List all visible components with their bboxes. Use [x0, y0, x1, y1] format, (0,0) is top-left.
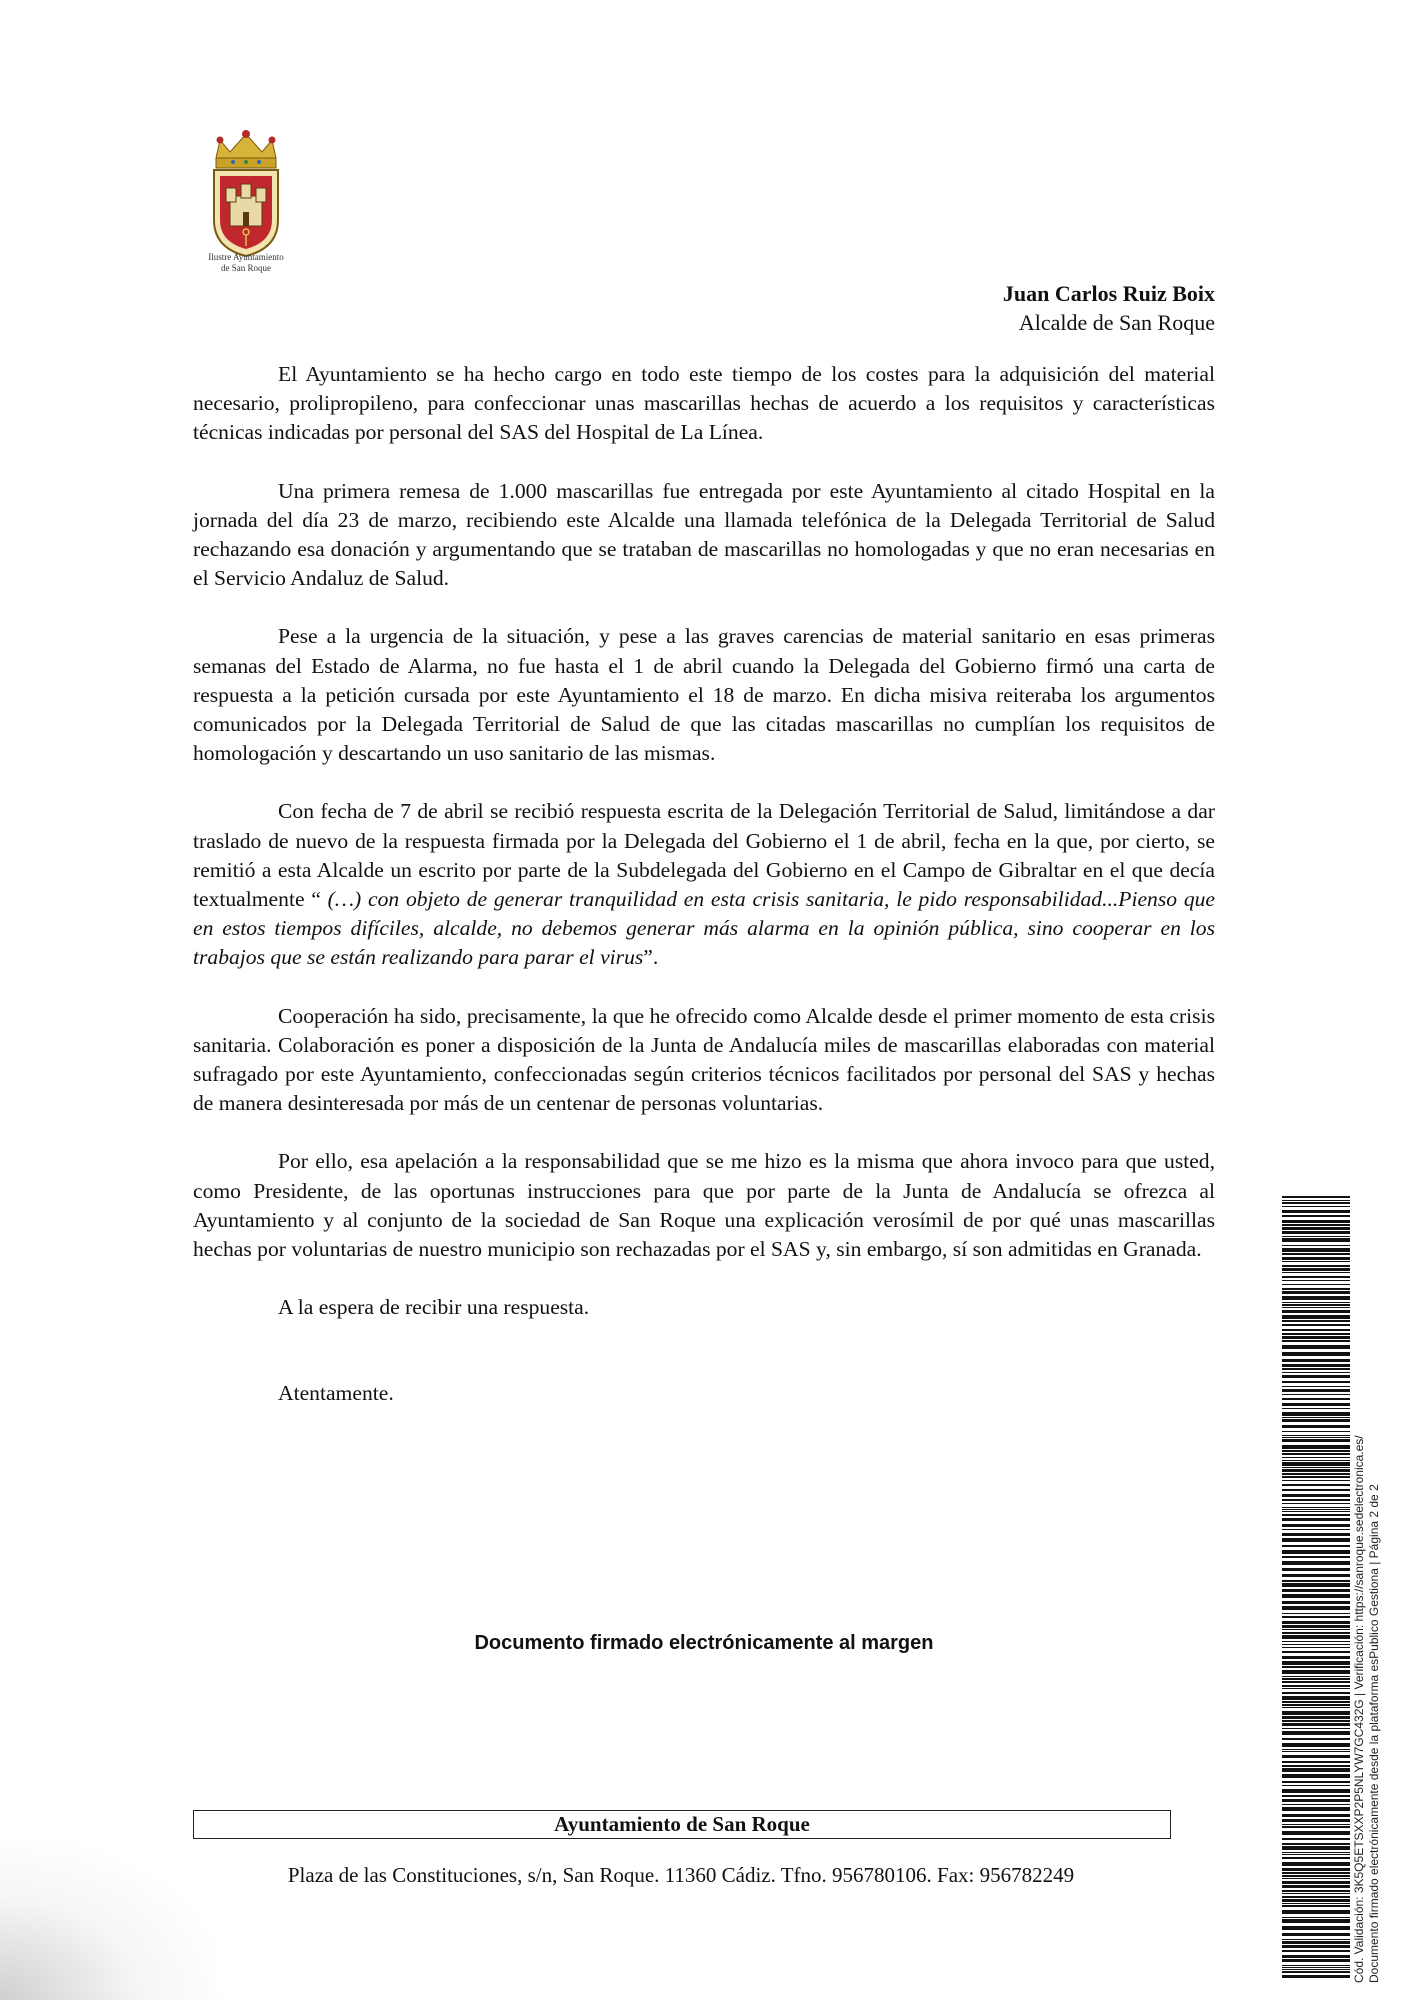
barcode-bar [1282, 1692, 1350, 1694]
barcode-bar [1282, 1872, 1350, 1874]
barcode-bar [1282, 1670, 1350, 1674]
barcode-bar [1282, 1368, 1350, 1370]
barcode-bar [1282, 1202, 1350, 1204]
barcode-bar [1282, 1359, 1350, 1362]
barcode-bar [1282, 1268, 1350, 1271]
barcode-bar [1282, 1296, 1350, 1300]
barcode-bar [1282, 1781, 1350, 1783]
barcode-bar [1282, 1755, 1350, 1758]
barcode-bar [1282, 1749, 1350, 1750]
barcode-bar [1282, 1261, 1350, 1262]
barcode-bar [1282, 1896, 1350, 1898]
barcode-bar [1282, 1556, 1350, 1558]
barcode-bar [1282, 1890, 1350, 1892]
barcode-bar [1282, 1340, 1350, 1342]
barcode-bar [1282, 1701, 1350, 1703]
barcode-bar [1282, 1583, 1350, 1587]
barcode-bar [1282, 1696, 1350, 1700]
barcode-bar [1282, 1450, 1350, 1452]
barcode-bar [1282, 1743, 1350, 1747]
barcode-bar [1282, 1814, 1350, 1817]
barcode-bar [1282, 1381, 1350, 1383]
barcode-bar [1282, 1838, 1350, 1840]
barcode-bar [1282, 1862, 1350, 1866]
barcode-bar [1282, 1480, 1350, 1481]
barcode-bar [1282, 1580, 1350, 1582]
barcode-bar [1282, 1425, 1350, 1428]
barcode-bar [1282, 1310, 1350, 1313]
barcode-bar [1282, 1666, 1350, 1668]
barcode-bar [1282, 1826, 1350, 1828]
barcode-bar [1282, 1574, 1350, 1577]
barcode-bar [1282, 1489, 1350, 1491]
barcode-bar [1282, 1731, 1350, 1735]
barcode-bar [1282, 1765, 1350, 1767]
barcode-bar [1282, 1336, 1350, 1339]
barcode-bar [1282, 1484, 1350, 1486]
barcode-bar [1282, 1272, 1350, 1273]
barcode-bar [1282, 1386, 1350, 1387]
barcode-bar [1282, 1917, 1350, 1918]
paragraph-7: A la espera de recibir una respuesta. [278, 1295, 590, 1320]
barcode-bar [1282, 1606, 1350, 1610]
barcode-bar [1282, 1236, 1350, 1237]
barcode-bar [1282, 1926, 1350, 1930]
paragraph-5: Cooperación ha sido, precisamente, la que he ofrecido como Alcalde desde el primer momento de esta crisis sanitaria. Colaboración es poner a disposición de la Junta de Andalucía miles de mascarillas elaboradas con material sufragado por este Ayuntamiento, confeccionadas según criterios técnicos facilitados por personal del SAS y hechas de manera desinteresada por más de un centenar de personas voluntarias. [193, 1003, 1215, 1116]
barcode-bar [1282, 1795, 1350, 1797]
paragraph-4-end: ”. [643, 945, 659, 970]
barcode-bar [1282, 1644, 1350, 1645]
signer-name: Juan Carlos Ruiz Boix [1002, 281, 1215, 306]
signer-block [1003, 279, 1215, 337]
barcode-bar [1282, 1284, 1350, 1285]
barcode-bar [1282, 1315, 1350, 1319]
barcode-bar [1282, 1408, 1350, 1409]
paragraph-1: El Ayuntamiento se ha hecho cargo en todo este tiempo de los costes para la adquisición del material necesario, prolipropileno, para confeccionar unas mascarillas hechas de acuerdo a los requisitos y características técnicas indicadas por personal del SAS del Hospital de La Línea. [193, 362, 1215, 445]
barcode-bar [1282, 1959, 1350, 1962]
barcode-bar [1282, 1965, 1350, 1966]
barcode-bar [1282, 1723, 1350, 1726]
validation-line-2: Documento firmado electrónicamente desde la plataforma esPublico Gestiona | Página 2 de 2 [1367, 1484, 1381, 1983]
footer-organization: Ayuntamiento de San Roque [193, 1810, 1171, 1839]
barcode-bar [1282, 1807, 1350, 1811]
barcode-bar [1282, 1345, 1350, 1349]
barcode-bar [1282, 1529, 1350, 1530]
logo-caption [182, 252, 310, 274]
barcode-bar [1282, 1291, 1350, 1294]
barcode-bar [1282, 1437, 1350, 1438]
barcode-bar [1282, 1629, 1350, 1630]
barcode-bar [1282, 1843, 1350, 1845]
barcode-bar [1282, 1469, 1350, 1472]
barcode-bar [1282, 1681, 1350, 1683]
barcode-bar [1282, 1831, 1350, 1835]
barcode-bar [1282, 1494, 1350, 1497]
letter-body [193, 360, 1215, 1438]
barcode-bar [1282, 1533, 1350, 1536]
barcode-bar [1282, 1613, 1350, 1614]
barcode-bar [1282, 1206, 1350, 1207]
barcode-bar [1282, 1280, 1350, 1281]
barcode-bar [1282, 1950, 1350, 1952]
electronic-signature-note: Documento firmado electrónicamente al margen [474, 1632, 934, 1654]
barcode-bar [1282, 1419, 1350, 1422]
barcode-bar [1282, 1761, 1350, 1763]
barcode-bar [1282, 1257, 1350, 1260]
barcode-bar [1282, 1253, 1350, 1255]
validation-line-1: Cód. Validación: 3K5Q5ETSXXP2P5NLYW7GC432G | Verificación: https://sanroque.sedelectronica.es/ [1352, 1435, 1366, 1983]
barcode-bar [1282, 1785, 1350, 1786]
barcode-bar [1282, 1302, 1350, 1303]
barcode-bar [1282, 1238, 1350, 1242]
barcode-bar [1282, 1457, 1350, 1458]
barcode-bar [1282, 1881, 1350, 1884]
barcode-bar [1282, 1661, 1350, 1665]
barcode-bar [1282, 1969, 1350, 1970]
barcode-bar [1282, 1324, 1350, 1326]
paragraph-6: Por ello, esa apelación a la responsabilidad que se me hizo es la misma que ahora invoco para que usted, como Presidente, de las oportunas instrucciones para que por parte de la Junta de Andalucía se ofrezca al Ayuntamiento y al conjunto de la sociedad de San Roque una explicación verosímil de por qué unas mascarillas hechas por voluntarias de nuestro municipio son rechazadas por el SAS y, sin embargo, sí son admitidas en Granada. [193, 1149, 1215, 1262]
barcode-bar [1282, 1265, 1350, 1267]
barcode-bar [1282, 1955, 1350, 1958]
barcode-bar [1282, 1641, 1350, 1642]
barcode-bar [1282, 1819, 1350, 1822]
barcode-bar [1282, 1789, 1350, 1793]
barcode-bar [1282, 1685, 1350, 1687]
barcode-bar [1282, 1375, 1350, 1378]
barcode-bar [1282, 1352, 1350, 1356]
barcode-bar [1282, 1716, 1350, 1719]
barcode-bar [1282, 1503, 1350, 1504]
barcode-bar [1282, 1224, 1350, 1226]
barcode-bar [1282, 1550, 1350, 1554]
barcode-bar [1282, 1704, 1350, 1706]
barcode-bar [1282, 1231, 1350, 1234]
barcode-bar [1282, 1518, 1350, 1521]
barcode-bar [1282, 1460, 1350, 1461]
barcode-bar [1282, 1372, 1350, 1373]
barcode-bar [1282, 1215, 1350, 1217]
barcode-bar [1282, 1473, 1350, 1475]
barcode-bar [1282, 1417, 1350, 1418]
barcode-bar [1282, 1545, 1350, 1547]
barcode-bar [1282, 1941, 1350, 1944]
barcode-bar [1282, 1412, 1350, 1416]
barcode-bar [1282, 1364, 1350, 1367]
barcode-bar [1282, 1824, 1350, 1825]
barcode-bar [1282, 1768, 1350, 1772]
barcode-bar [1282, 1878, 1350, 1879]
barcode-bar [1282, 1799, 1350, 1802]
barcode-bar [1282, 1245, 1350, 1246]
barcode-bar [1282, 1868, 1350, 1871]
barcode-bar [1282, 1276, 1350, 1278]
barcode-bar [1282, 1507, 1350, 1508]
barcode-bar [1282, 1403, 1350, 1406]
barcode-bar [1282, 1632, 1350, 1634]
barcode-bar [1282, 1910, 1350, 1914]
barcode-bar [1282, 1854, 1350, 1855]
barcode-bar [1282, 1594, 1350, 1598]
barcode-bar [1282, 1439, 1350, 1442]
barcode-bar [1282, 1304, 1350, 1306]
barcode-bar [1282, 1568, 1350, 1571]
barcode-bar [1282, 1846, 1350, 1850]
barcode-bar [1282, 1227, 1350, 1230]
validation-barcode [1282, 1196, 1350, 1978]
barcode-bar [1282, 1200, 1350, 1201]
barcode-bar [1282, 1499, 1350, 1501]
barcode-bar [1282, 1625, 1350, 1628]
barcode-bar [1282, 1774, 1350, 1778]
barcode-bar [1282, 1248, 1350, 1252]
scan-shadow [0, 1840, 220, 2000]
barcode-bar [1282, 1635, 1350, 1639]
paragraph-3: Pese a la urgencia de la situación, y pese a las graves carencias de material sanitario en esas primeras semanas del Estado de Alarma, no fue hasta el 1 de abril cuando la Delegada del Gobierno firmó una carta de respuesta a la petición cursada por este Ayuntamiento el 18 de marzo. En dicha misiva reiteraba los argumentos comunicados por la Delegada Territorial de Salud de que las citadas mascarillas no cumplían los requisitos de homologación y descartando un uso sanitario de las mismas. [193, 624, 1215, 766]
barcode-bar [1282, 1467, 1350, 1468]
barcode-bar [1282, 1647, 1350, 1648]
barcode-bar [1282, 1678, 1350, 1680]
barcode-bar [1282, 1333, 1350, 1335]
quoted-text: (…) con objeto de generar tranquilidad en esta crisis sanitaria, le pido responsabilidad...Pienso que en estos tiempos difíciles, alcalde, no debemos generar más alarma en la opinión pública, sino cooperar en los trabajos que se están realizando para parar el virus [193, 887, 1215, 970]
paragraph-4 [193, 797, 1215, 972]
barcode-bar [1282, 1561, 1350, 1565]
barcode-bar [1282, 1688, 1350, 1689]
barcode-bar [1282, 1398, 1350, 1400]
barcode-bar [1282, 1320, 1350, 1322]
barcode-bar [1282, 1933, 1350, 1936]
barcode-bar [1282, 1453, 1350, 1455]
barcode-bar [1282, 1616, 1350, 1618]
signer-title: Alcalde de San Roque [1018, 310, 1215, 335]
barcode-bar [1282, 1389, 1350, 1392]
logo-caption-line-2: de San Roque [221, 263, 271, 273]
barcode-bar [1282, 1903, 1350, 1904]
barcode-bar [1282, 1524, 1350, 1527]
validation-margin-text [1352, 1203, 1382, 1983]
barcode-bar [1282, 1857, 1350, 1859]
barcode-bar [1282, 1875, 1350, 1877]
barcode-bar [1282, 1288, 1350, 1290]
barcode-bar [1282, 1651, 1350, 1653]
barcode-bar [1282, 1919, 1350, 1923]
barcode-bar [1282, 1971, 1350, 1973]
barcode-bar [1282, 1462, 1350, 1466]
barcode-bar [1282, 1738, 1350, 1740]
logo-caption-line-1: Ilustre Ayuntamiento [208, 252, 284, 262]
barcode-bar [1282, 1220, 1350, 1223]
barcode-bar [1282, 1939, 1350, 1940]
barcode-bar [1282, 1656, 1350, 1659]
barcode-bar [1282, 1445, 1350, 1449]
barcode-bar [1282, 1307, 1350, 1308]
barcode-bar [1282, 1711, 1350, 1715]
barcode-bar [1282, 1509, 1350, 1510]
barcode-bar [1282, 1514, 1350, 1516]
barcode-bar [1282, 1728, 1350, 1729]
barcode-bar [1282, 1885, 1350, 1888]
barcode-bar [1282, 1967, 1350, 1968]
barcode-bar [1282, 1435, 1350, 1436]
paragraph-4-intro: Con fecha de 7 de abril se recibió respuesta escrita de la Delegación Territorial de Salud, limitándose a dar traslado de nuevo de la respuesta firmada por la Delegada del Gobierno el 1 de abril, fecha en la que, por cierto, se remitió a esta Alcalde un escrito por parte de la Subdelegada del Gobierno en el Campo de Gibraltar en el que decía textualmente “ [193, 799, 1215, 912]
barcode-bar [1282, 1945, 1350, 1948]
footer-address: Plaza de las Constituciones, s/n, San Roque. 11360 Cádiz. Tfno. 956780106. Fax: 956782249 [287, 1863, 1075, 1887]
barcode-bar [1282, 1975, 1350, 1978]
barcode-bar [1282, 1893, 1350, 1894]
barcode-bar [1282, 1804, 1350, 1805]
barcode-bar [1282, 1621, 1350, 1624]
barcode-bar [1282, 1394, 1350, 1395]
closing: Atentamente. [278, 1381, 394, 1406]
barcode-bar [1282, 1431, 1350, 1432]
barcode-bar [1282, 1329, 1350, 1331]
barcode-bar [1282, 1852, 1350, 1853]
barcode-bar [1282, 1511, 1350, 1512]
barcode-bar [1282, 1601, 1350, 1604]
barcode-bar [1282, 1720, 1350, 1722]
barcode-bar [1282, 1751, 1350, 1752]
barcode-bar [1282, 1676, 1350, 1677]
barcode-bar [1282, 1899, 1350, 1902]
barcode-bar [1282, 1905, 1350, 1907]
barcode-bar [1282, 1476, 1350, 1478]
barcode-bar [1282, 1196, 1350, 1198]
barcode-bar [1282, 1538, 1350, 1542]
barcode-bar [1282, 1210, 1350, 1213]
barcode-bar [1282, 1707, 1350, 1708]
barcode-bar [1282, 1589, 1350, 1592]
paragraph-2: Una primera remesa de 1.000 mascarillas fue entregada por este Ayuntamiento al citado Hospital en la jornada del día 23 de marzo, recibiendo este Alcalde una llamada telefónica de la Delegada Territorial de Salud rechazando esa donación y argumentando que se trataban de mascarillas no homologadas y que no eran necesarias en el Servicio Andaluz de Salud. [193, 478, 1215, 591]
